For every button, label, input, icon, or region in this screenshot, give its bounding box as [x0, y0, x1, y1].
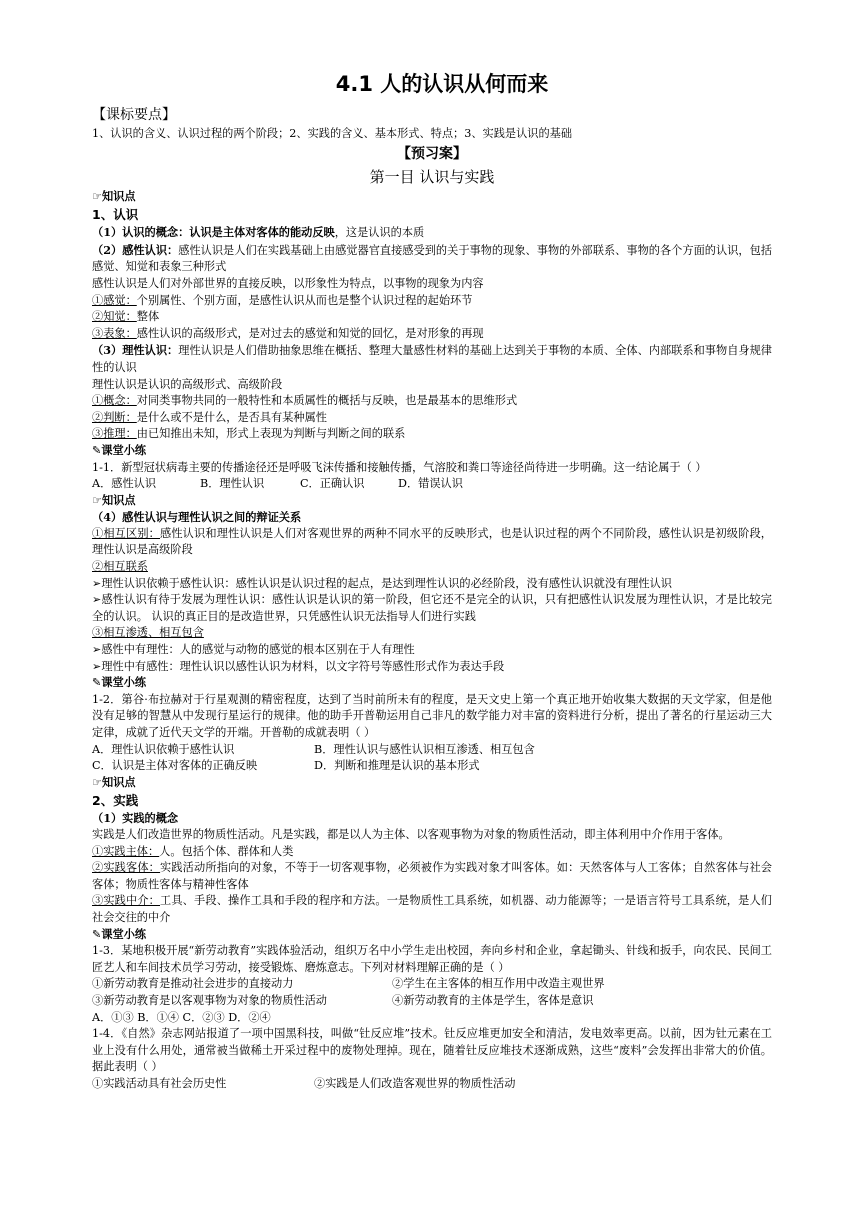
- concept-line: [92, 224, 772, 242]
- question-1-4: 1-4．《自然》杂志网站报道了一项中国黑科技，叫做“钍反应堆”技术。钍反应堆更加安全和清洁，发电效率更高。以前，因为钍元素在工业上没有什么用处，通常被当做稀土开采过程中的废物处理掉。现在，随着钍反应堆技术逐渐成熟，这些“废料”会发挥出非常大的价值。据此表明（ ）: [92, 1027, 772, 1074]
- option-a: A．感性认识: [92, 477, 157, 491]
- image-text: 感性认识的高级形式，是对过去的感觉和知觉的回忆，是对形象的再现: [136, 326, 484, 340]
- connection-point-2: ➢感性认识有待于发展为理性认识：感性认识是认识的第一阶段，但它还不是完全的认识，只有把感性认识发展为理性认识，才是比较完全的认识。 认识的真正目的是改造世界，只凭感性认识无法指导人们进行实践: [92, 593, 772, 623]
- section-4-heading: （4）感性认识与理性认识之间的辩证关系: [92, 510, 302, 525]
- medium-text: 工具、手段、操作工具和手段的程序和方法。一是物质性工具系统，如机器、动力能源等；一是语言符号工具系统，是人们社会交往的中介: [92, 894, 772, 924]
- infiltration-label: ③相互渗透、相互包含: [92, 626, 204, 640]
- connection-label: ②相互联系: [92, 560, 148, 574]
- subject-label: ①实践主体：: [92, 844, 160, 858]
- option-d: D．判断和推理是认识的基本形式: [314, 759, 480, 773]
- sensation-label: ①感觉：: [92, 293, 137, 307]
- distinction-text: 感性认识和理性认识是人们对客观世界的两种不同水平的反映形式，也是认识过程的两个不同阶段，感性认识是初级阶段，理性认识是高级阶段: [92, 526, 772, 557]
- medium-label: ③实践中介：: [92, 894, 161, 908]
- rational-def: [92, 342, 772, 376]
- image-label: ③表象：: [92, 326, 137, 340]
- sensation-line: [92, 293, 772, 310]
- distinction-label: ①相互区别：: [92, 526, 161, 540]
- option-4: ④新劳动教育的主体是学生，客体是意识: [392, 993, 594, 1007]
- option-c: C．认识是主体对客体的正确反映: [92, 759, 258, 773]
- preview-header: 【预习案】: [397, 145, 467, 162]
- perceptual-label: （2）感性认识：: [92, 242, 179, 257]
- question-1-3: 1-3．某地积极开展“新劳动教育”实践体验活动，组织万名中小学生走出校园，奔向乡村和企业，拿起锄头、针线和扳手，向农民、民间工匠艺人和车间技术员学习劳动，接受锻炼、磨炼意志。下列对材料理解正确的是（ ）: [92, 944, 772, 974]
- practice-label-3: ✎课堂小练: [92, 927, 147, 941]
- concept-form-text: 对同类事物共同的一般特性和本质属性的概括与反映，也是最基本的思维形式: [136, 394, 518, 408]
- subject-line: [92, 844, 772, 861]
- curriculum-text: 1、认识的含义、认识过程的两个阶段；2、实践的含义、基本形式、特点；3、实践是认识的基础: [92, 127, 573, 140]
- knowledge-point-label-3: ☞知识点: [92, 775, 136, 789]
- question-1-2: 1-2．第谷·布拉赫对于行星观测的精密程度，达到了当时前所未有的程度，是天文史上第一个真正地开始收集大数据的天文学家，但是他没有足够的智慧从中发现行星运行的规律。他的助手开普勒运用自己非凡的数学能力对丰富的资料进行分析，提出了著名的行星运动三大定律，成就了近代天文学的开端。开普勒的成就表明（ ）: [92, 692, 772, 739]
- object-label: ②实践客体：: [92, 861, 161, 875]
- reasoning-line: [92, 426, 772, 443]
- practice-label-2: ✎课堂小练: [92, 676, 147, 690]
- option-3: ③新劳动教育是以客观事物为对象的物质性活动: [92, 993, 327, 1007]
- rational-summary: 理性认识是认识的高级形式、高级阶段: [92, 377, 283, 391]
- practice-label-1: ✎课堂小练: [92, 443, 147, 457]
- perception-line: [92, 309, 772, 326]
- option-b: B．理性认识: [200, 477, 265, 491]
- option-2: ②学生在主客体的相互作用中改造主观世界: [392, 977, 605, 991]
- reasoning-label: ③推理：: [92, 427, 137, 441]
- option-c: C．正确认识: [300, 477, 365, 491]
- judgment-text: 是什么或不是什么，是否具有某种属性: [136, 410, 327, 424]
- question-1-3-options-row-2: [92, 993, 772, 1010]
- perception-label: ②知觉：: [92, 310, 137, 324]
- infiltration-point-1: ➢感性中有理性：人的感觉与动物的感觉的根本区别在于人有理性: [92, 643, 415, 657]
- object-line: [92, 860, 772, 893]
- reasoning-text: 由已知推出未知，形式上表现为判断与判断之间的联系: [136, 427, 406, 441]
- question-1-1: 1-1．新型冠状病毒主要的传播途径还是呼吸飞沫传播和接触传播，气溶胶和粪口等途径尚待进一步明确。这一结论属于（ ）: [92, 460, 707, 474]
- subject-text: 人。包括个体、群体和人类: [159, 844, 294, 858]
- distinction-line: [92, 526, 772, 559]
- infiltration-point-2: ➢理性中有感性：理性认识以感性认识为材料，以文字符号等感性形式作为表达手段: [92, 659, 505, 673]
- concept-rest: ，这是认识的本质: [334, 226, 425, 240]
- perceptual-summary: 感性认识是人们对外部世界的直接反映，以形象性为特点，以事物的现象为内容: [92, 276, 484, 290]
- section-2-heading: 2、实践: [92, 793, 139, 809]
- medium-line: [92, 893, 772, 926]
- concept-form-line: [92, 393, 772, 410]
- option-1: ①实践活动具有社会历史性: [92, 1076, 227, 1090]
- practice-def: 实践是人们改造世界的物质性活动。凡是实践，都是以人为主体、以客观事物为对象的物质性活动，即主体利用中介作用于客体。: [92, 827, 730, 841]
- sensation-text: 个别属性、个别方面，是感性认识从而也是整个认识过程的起始环节: [136, 293, 473, 307]
- page-title: 4.1 人的认识从何而来: [335, 72, 549, 96]
- question-1-3-options-row-1: [92, 976, 772, 993]
- perceptual-def: [92, 242, 772, 276]
- object-text: 实践活动所指向的对象，不等于一切客观事物，必须被作为实践对象才叫客体。如：天然客体与人工客体；自然客体与社会客体；物质性客体与精神性客体: [92, 861, 772, 891]
- connection-point-1: ➢理性认识依赖于感性认识：感性认识是认识过程的起点，是达到理性认识的必经阶段，没有感性认识就没有理性认识: [92, 576, 672, 590]
- knowledge-point-label: ☞知识点: [92, 189, 136, 203]
- question-1-4-options-row-1: [92, 1076, 772, 1093]
- option-1: ①新劳动教育是推动社会进步的直接动力: [92, 977, 294, 991]
- question-1-3-choices: A．①③ B．①④ C．②③ D．②④: [92, 1010, 271, 1024]
- rational-label: （3）理性认识：: [92, 343, 179, 358]
- perception-text: 整体: [136, 310, 160, 324]
- image-line: [92, 326, 772, 343]
- perceptual-text: 感性认识是人们在实践基础上由感觉器官直接感受到的关于事物的现象、事物的外部联系、事物的各个方面的认识，包括感觉、知觉和表象三种形式: [92, 243, 772, 274]
- judgment-line: [92, 410, 772, 427]
- concept-label: （1）认识的概念：认识是主体对客体的能动反映: [92, 225, 335, 240]
- question-1-2-options-row-2: [92, 758, 772, 775]
- knowledge-point-label-2: ☞知识点: [92, 493, 136, 507]
- rational-text: 理性认识是人们借助抽象思维在概括、整理大量感性材料的基础上达到关于事物的本质、全体、内部联系和事物自身规律性的认识: [92, 344, 772, 374]
- concept-form-label: ①概念：: [92, 394, 137, 408]
- option-a: A．理性认识依赖于感性认识: [92, 742, 235, 756]
- section-1-heading: 1、认识: [92, 207, 139, 223]
- question-1-2-options-row-1: [92, 742, 772, 759]
- section-title: 第一目 认识与实践: [369, 167, 495, 186]
- option-2: ②实践是人们改造客观世界的物质性活动: [314, 1076, 516, 1090]
- option-d: D．错误认识: [398, 477, 463, 491]
- practice-concept-label: （1）实践的概念: [92, 811, 179, 826]
- document-page: [92, 68, 772, 1092]
- option-b: B．理性认识与感性认识相互渗透、相互包含: [314, 742, 535, 756]
- judgment-label: ②判断：: [92, 410, 137, 424]
- question-1-1-options: [92, 476, 772, 493]
- curriculum-header: 【课标要点】: [92, 107, 176, 123]
